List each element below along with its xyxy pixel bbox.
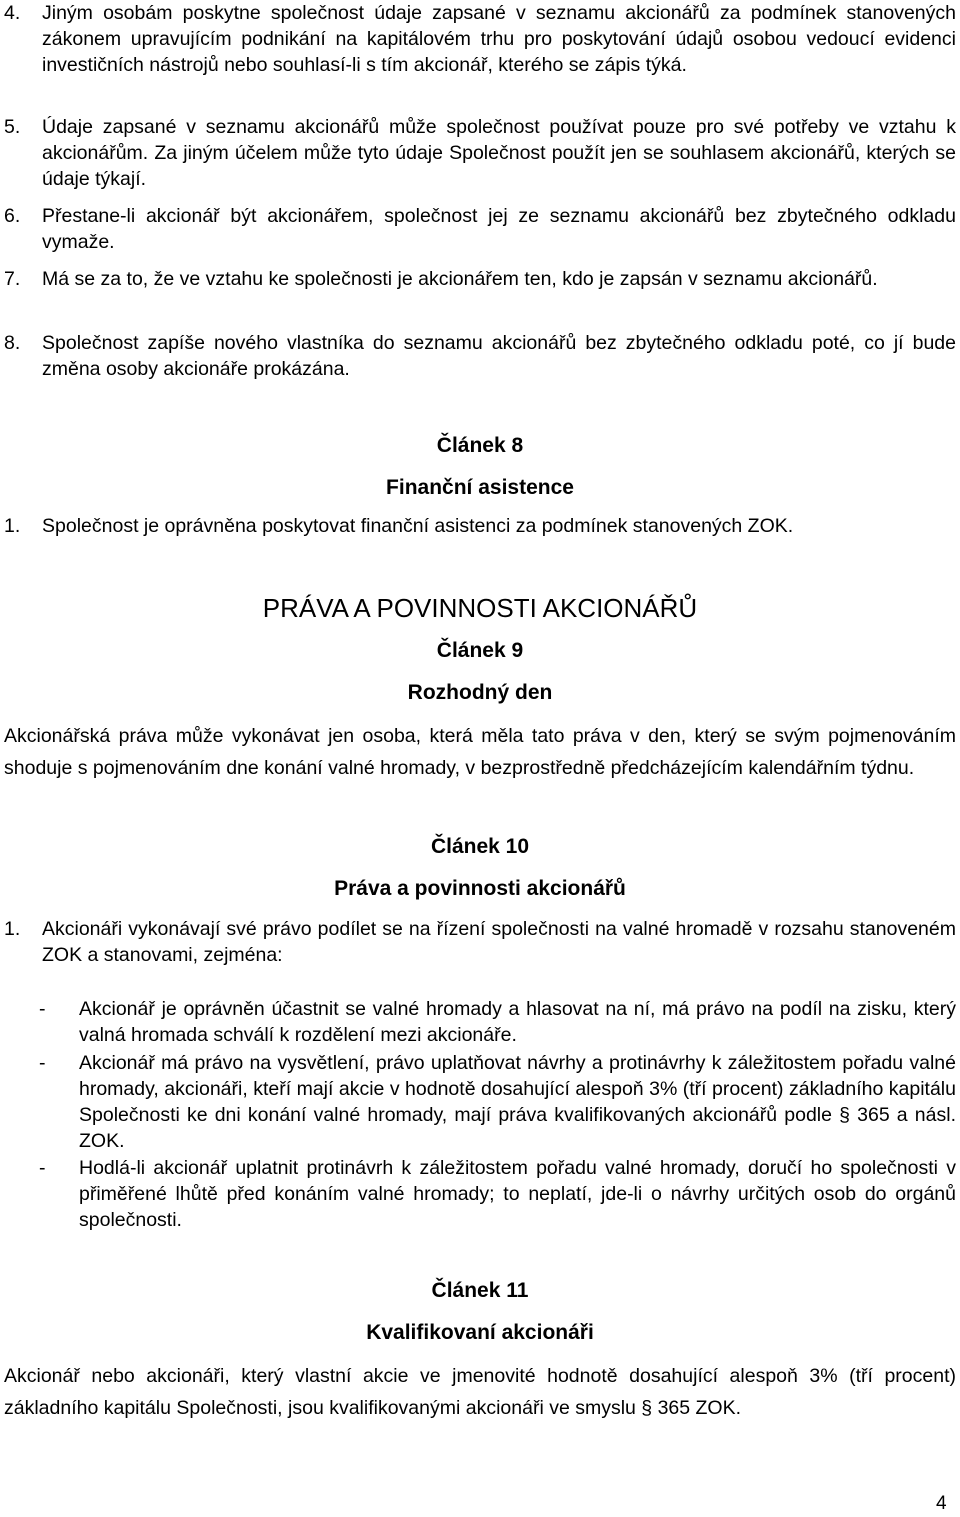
- paragraph: Akcionář nebo akcionáři, který vlastní akcie ve jmenovité hodnotě dosahující alespoň 3% (tří procent) základního kapitálu Společnosti, jsou kvalifikovanými akcionáři ve smyslu § 365 ZOK.: [4, 1365, 956, 1419]
- bullet-text: Hodlá-li akcionář uplatnit protinávrh k záležitostem pořadu valné hromady, doručí ho společnosti v přiměřené lhůtě před konáním valné hromady; to neplatí, jde-li o návrhy určitých osob do orgánů společnosti.: [79, 1157, 956, 1231]
- bullet-item: [4, 996, 956, 1048]
- bullet-dash: -: [39, 1157, 46, 1179]
- item-number: 1.: [4, 515, 21, 537]
- item-number: 4.: [4, 2, 21, 24]
- item-text: Společnost je oprávněna poskytovat finanční asistenci za podmínek stanovených ZOK.: [42, 515, 794, 537]
- article-title: Rozhodný den: [407, 681, 553, 704]
- item-text: Akcionáři vykonávají své právo podílet se na řízení společnosti na valné hromadě v rozsahu stanoveném ZOK a stanovami, zejména:: [42, 918, 956, 966]
- list-item: [4, 916, 956, 968]
- list-item: [4, 266, 956, 292]
- bullet-text: Akcionář je oprávněn účastnit se valné hromady a hlasovat na ní, má právo na podíl na zisku, který valná hromada schválí k rozdělení mezi akcionáře.: [79, 998, 956, 1046]
- list-item: [4, 203, 956, 255]
- item-number: 7.: [4, 268, 21, 290]
- paragraph: Akcionářská práva může vykonávat jen osoba, která měla tato práva v den, který se svým pojmenováním shoduje s pojmenováním dne konání valné hromady, v bezprostředně předcházejícím kalendářním týdnu.: [4, 725, 956, 779]
- bullet-dash: -: [39, 998, 46, 1020]
- item-text: Společnost zapíše nového vlastníka do seznamu akcionářů bez zbytečného odkladu poté, co jí bude změna osoby akcionáře prokázána.: [42, 332, 956, 380]
- article-heading: Článek 11: [431, 1279, 529, 1302]
- page-number: 4: [936, 1493, 947, 1514]
- item-number: 1.: [4, 918, 21, 940]
- item-text: Údaje zapsané v seznamu akcionářů může společnost používat pouze pro své potřeby ve vztahu k akcionářům. Za jiným účelem může tyto údaje Společnost použít jen se souhlasem akcionářů, kterých se údaje týkají.: [42, 116, 956, 190]
- list-item: [4, 513, 956, 539]
- bullet-item: [4, 1155, 956, 1233]
- article-heading: Článek 10: [430, 835, 530, 858]
- article-title: Práva a povinnosti akcionářů: [334, 877, 626, 900]
- article-title: Finanční asistence: [386, 476, 574, 499]
- list-item: [4, 0, 956, 78]
- item-number: 8.: [4, 332, 21, 354]
- bullet-item: [4, 1050, 956, 1154]
- item-text: Přestane-li akcionář být akcionářem, společnost jej ze seznamu akcionářů bez zbytečného odkladu vymaže.: [42, 205, 956, 253]
- article-title: Kvalifikovaní akcionáři: [366, 1321, 594, 1344]
- list-item: [4, 114, 956, 192]
- part-title: PRÁVA A POVINNOSTI AKCIONÁŘŮ: [262, 593, 698, 623]
- article-heading: Článek 8: [436, 434, 524, 457]
- item-text: Jiným osobám poskytne společnost údaje zapsané v seznamu akcionářů za podmínek stanovených zákonem upravujícím podnikání na kapitálovém trhu pro poskytování údajů osobou vedoucí evidenci investičních nástrojů nebo souhlasí-li s tím akcionář, kterého se zápis týká.: [42, 2, 956, 76]
- bullet-text: Akcionář má právo na vysvětlení, právo uplatňovat návrhy a protinávrhy k záležitostem pořadu valné hromady, akcionáři, kteří mají akcie v hodnotě dosahující alespoň 3% (tří procent) základního kapitálu Společnosti ke dni konání valné hromady, mají práva kvalifikovaných akcionářů podle § 365 a násl. ZOK.: [79, 1052, 956, 1152]
- item-number: 6.: [4, 205, 21, 227]
- bullet-dash: -: [39, 1052, 46, 1074]
- list-item: [4, 330, 956, 382]
- article-heading: Článek 9: [436, 639, 524, 662]
- item-number: 5.: [4, 116, 21, 138]
- item-text: Má se za to, že ve vztahu ke společnosti je akcionářem ten, kdo je zapsán v seznamu akcionářů.: [42, 268, 878, 290]
